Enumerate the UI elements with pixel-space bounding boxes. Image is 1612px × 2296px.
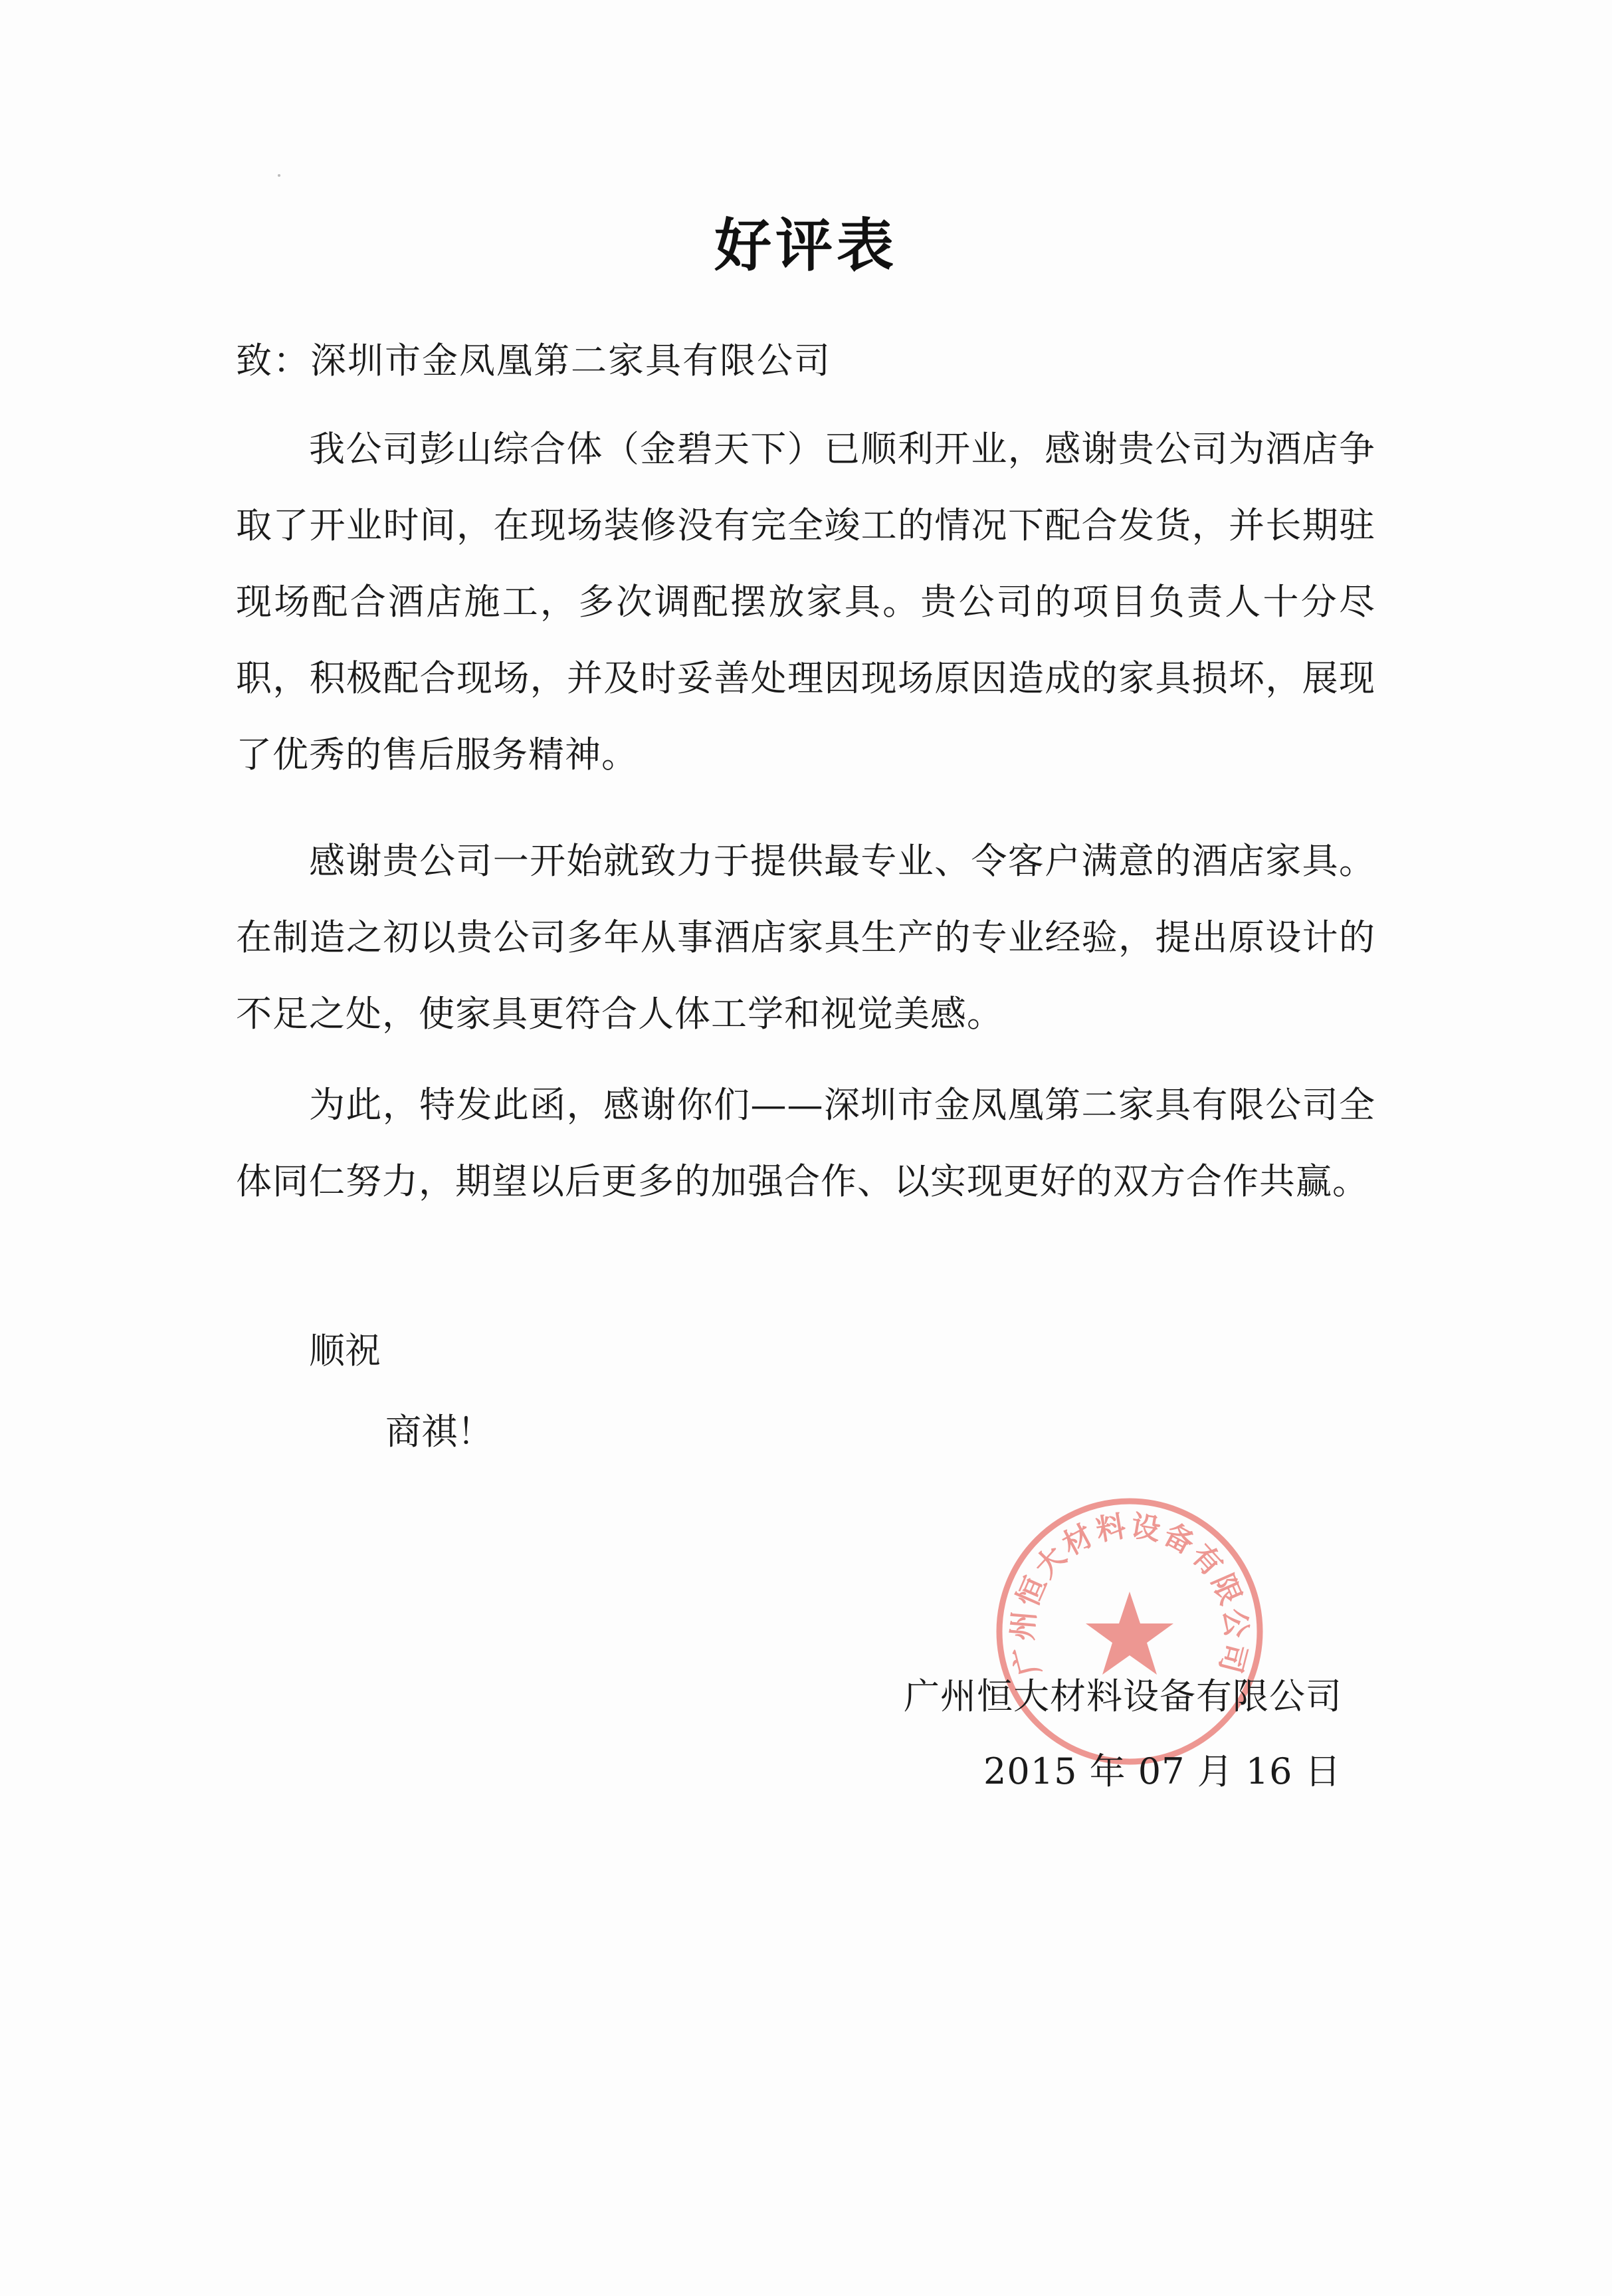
seal-graphic bbox=[990, 1492, 1269, 1771]
paragraph-1: 我公司彭山综合体（金碧天下）已顺利开业，感谢贵公司为酒店争取了开业时间，在现场装修没有完全竣工的情况下配合发货，并长期驻现场配合酒店施工，多次调配摆放家具。贵公司的项目负责人十分尽职，积极配合现场，并及时妥善处理因现场原因造成的家具损坏，展现了优秀的售后服务精神。 bbox=[236, 428, 1375, 776]
seal-arc-textpath: 广州恒大材料设备有限公司 bbox=[1005, 1509, 1254, 1679]
closing-greeting: 商祺！ bbox=[385, 1411, 493, 1453]
salutation: 致：深圳市金凤凰第二家具有限公司 bbox=[236, 340, 831, 381]
seal-star-icon bbox=[1086, 1592, 1173, 1675]
scan-speck bbox=[278, 174, 280, 177]
paragraph-3: 为此，特发此函，感谢你们——深圳市金凤凰第二家具有限公司全体同仁努力，期望以后更多的加强合作、以实现更好的双方合作共赢。 bbox=[236, 1084, 1375, 1202]
page-title: 好评表 bbox=[714, 213, 898, 279]
sender-company: 广州恒大材料设备有限公司 bbox=[904, 1675, 1342, 1717]
letter-date: 2015 年 07 月 16 日 bbox=[983, 1750, 1342, 1792]
paragraph-2: 感谢贵公司一开始就致力于提供最专业、令客户满意的酒店家具。在制造之初以贵公司多年从事酒店家具生产的专业经验，提出原设计的不足之处，使家具更符合人体工学和视觉美感。 bbox=[236, 840, 1375, 1035]
closing-wish: 顺祝 bbox=[309, 1330, 381, 1372]
company-seal-stamp bbox=[990, 1492, 1269, 1771]
